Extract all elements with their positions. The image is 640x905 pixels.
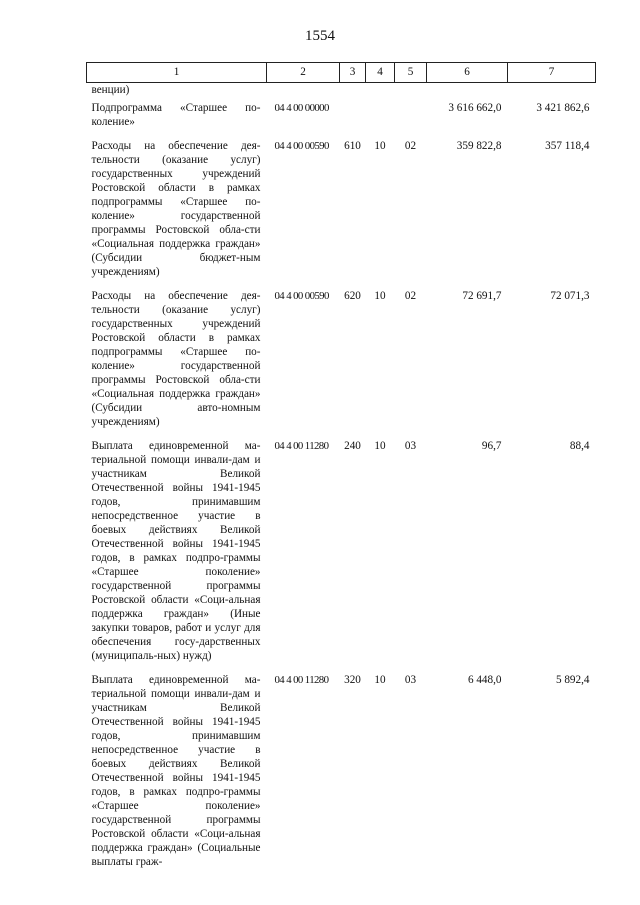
row-pr: 02	[404, 290, 417, 302]
header-row	[87, 63, 596, 83]
row-sum-1: 6 448,0	[467, 674, 502, 686]
table-row	[87, 673, 596, 879]
header-col-5: 5	[395, 63, 427, 83]
row-pr: 03	[404, 674, 417, 686]
row-vr	[340, 101, 366, 139]
row-rz: 10	[374, 290, 386, 302]
row-name: Выплата единовременной ма-териальной помощи инвали-дам и участникам Великой Отечественной войны 1941-1945 годов, принимавшим непосредственное участие в боевых действиях Великой Отечественной войны 1941-1945 годов, в рамках подпро-граммы «Старшее поколение» государственной программы Ростовской области «Соци-альная поддержка граждан» (Иные закупки товаров, работ и услуг для обеспечения госу-дарственных (муниципаль-ных) нужд)	[91, 440, 261, 662]
table-row	[87, 101, 596, 139]
row-vr: 320	[344, 674, 361, 686]
row-rz	[366, 101, 395, 139]
row-rz: 10	[374, 674, 386, 686]
row-sum-1: 72 691,7	[462, 290, 502, 302]
row-code: 04 4 00 11280	[274, 674, 329, 686]
row-sum-1: 359 822,8	[456, 140, 502, 152]
row-pr: 03	[404, 440, 417, 452]
table-row	[87, 139, 596, 289]
row-vr: 240	[344, 440, 361, 452]
row-name: Расходы на обеспечение дея-тельности (оказание услуг) государственных учреждений Ростовской области в рамках подпрограммы «Старшее по-коление» государственной программы Ростовской обла-сти «Социальная поддержка граждан» (Субсидии бюджет-ным учреждениям)	[91, 140, 261, 278]
row-code: 04 4 00 00000	[274, 102, 329, 114]
row-name: Подпрограмма «Старшее по-коление»	[91, 102, 261, 128]
row-vr: 610	[344, 140, 361, 152]
row-rz: 10	[374, 440, 386, 452]
budget-table	[86, 62, 596, 879]
row-sum-2: 72 071,3	[550, 290, 590, 302]
table-body	[87, 83, 596, 880]
row-rz: 10	[374, 140, 386, 152]
header-col-4: 4	[366, 63, 395, 83]
page-number: 1554	[305, 28, 335, 44]
row-code: 04 4 00 00590	[274, 140, 329, 152]
header-col-6: 6	[427, 63, 508, 83]
row-pr	[395, 101, 427, 139]
row-sum-1: 3 616 662,0	[448, 102, 502, 114]
header-col-3: 3	[340, 63, 366, 83]
table-header	[87, 63, 596, 83]
continuation-row	[87, 83, 596, 102]
continuation-text: венции)	[91, 84, 130, 96]
row-code: 04 4 00 00590	[274, 290, 329, 302]
header-col-2: 2	[267, 63, 340, 83]
table-row	[87, 289, 596, 439]
row-sum-2: 5 892,4	[555, 674, 590, 686]
row-sum-2: 357 118,4	[545, 140, 590, 152]
row-sum-1: 96,7	[481, 440, 502, 452]
row-sum-2: 3 421 862,6	[536, 102, 590, 114]
row-pr: 02	[404, 140, 417, 152]
header-col-7: 7	[508, 63, 596, 83]
row-code: 04 4 00 11280	[274, 440, 329, 452]
row-sum-2: 88,4	[569, 440, 590, 452]
table-row	[87, 439, 596, 673]
row-vr: 620	[344, 290, 361, 302]
row-name: Выплата единовременной ма-териальной помощи инвали-дам и участникам Великой Отечественной войны 1941-1945 годов, принимавшим непосредственное участие в боевых действиях Великой Отечественной войны 1941-1945 годов, в рамках подпро-граммы «Старшее поколение» государственной программы Ростовской области «Соци-альная поддержка граждан» (Социальные выплаты граж-	[91, 674, 261, 868]
row-name: Расходы на обеспечение дея-тельности (оказание услуг) государственных учреждений Ростовской области в рамках подпрограммы «Старшее по-коление» государственной программы Ростовской обла-сти «Социальная поддержка граждан» (Субсидии авто-номным учреждениям)	[91, 290, 261, 428]
header-col-1: 1	[87, 63, 267, 83]
